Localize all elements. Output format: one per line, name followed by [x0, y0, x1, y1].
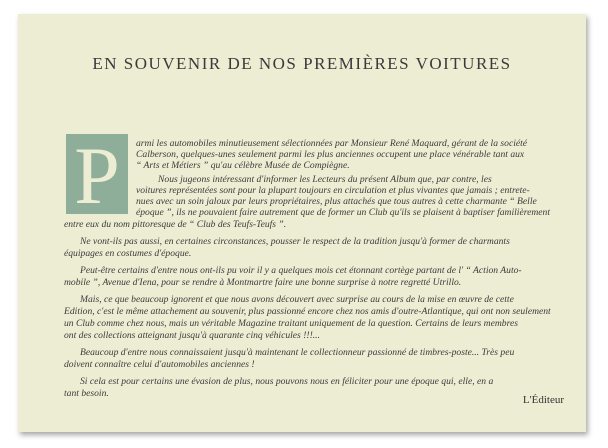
text-line: Beaucoup d'entre nous connaissaient jusqu'à maintenant le collectionneur passionné de timbres-poste... Très peu [80, 347, 515, 358]
book-page [18, 14, 586, 432]
signature: L'Éditeur [522, 394, 564, 406]
drop-cap: P [66, 134, 128, 214]
text-line: voitures représentées sont pour la plupart toujours en circulation et plus vivantes que jamais ; entrete- [136, 185, 530, 196]
text-line: entre eux du nom pittoresque de “ Club des Teufs-Teufs ”. [64, 219, 287, 230]
text-line: tant besoin. [64, 388, 109, 399]
text-line: Nous jugeons intéressant d'informer les Lecteurs du présent Album que, par contre, les [158, 174, 492, 185]
text-line: nues avec un soin jaloux par leurs propriétaires, plus attachés que tous autres à cette charmante “ Belle [136, 196, 537, 207]
text-line: Ne vont-ils pas aussi, en certaines circonstances, pousser le respect de la tradition jusqu'à former de charmants [80, 236, 510, 247]
body-text [18, 14, 586, 432]
text-line: Edition, c'est le même attachement au souvenir, plus passionné encore chez nos amis d'outre-Atlantique, qui ont non seulement [64, 306, 551, 317]
page-title: EN SOUVENIR DE NOS PREMIÈRES VOITURES [92, 54, 512, 73]
text-line: époque ”, ils ne pouvaient faire autrement que de former un Club qu'ils se plaisent à baptiser familièrement [136, 207, 550, 218]
text-line: Peut-être certains d'entre nous ont-ils pu voir il y a quelques mois cet étonnant cortège partant de l' “ Action Auto- [80, 265, 522, 276]
text-line: un Club comme chez nous, mais un véritable Magazine traitant uniquement de la question. Certains de leurs membres [64, 318, 518, 329]
text-line: équipages en costumes d'époque. [64, 248, 192, 259]
text-line: Si cela est pour certains une évasion de plus, nous pouvons nous en féliciter pour une époque qui, elle, en a [80, 376, 494, 387]
text-line: doivent connaître celui d'automobiles anciennes ! [64, 359, 255, 370]
text-line: “ Arts et Métiers ” qu'au célèbre Musée de Compiègne. [136, 160, 350, 171]
text-line: ont des collections atteignant jusqu'à quarante cinq véhicules !!!... [64, 330, 320, 341]
text-line: armi les automobiles minutieusement sélectionnées par Monsieur René Maquard, gérant de la société [136, 138, 528, 149]
text-line: Calberson, quelques-unes seulement parmi les plus anciennes occupent une place vénérable tant aux [136, 149, 525, 160]
text-line: mobile ”, Avenue d'Iena, pour se rendre à Montmartre faire une bonne surprise à notre regretté Utrillo. [64, 277, 462, 288]
text-line: Mais, ce que beaucoup ignorent et que nous avons découvert avec surprise au cours de la mise en œuvre de cette [80, 294, 514, 305]
